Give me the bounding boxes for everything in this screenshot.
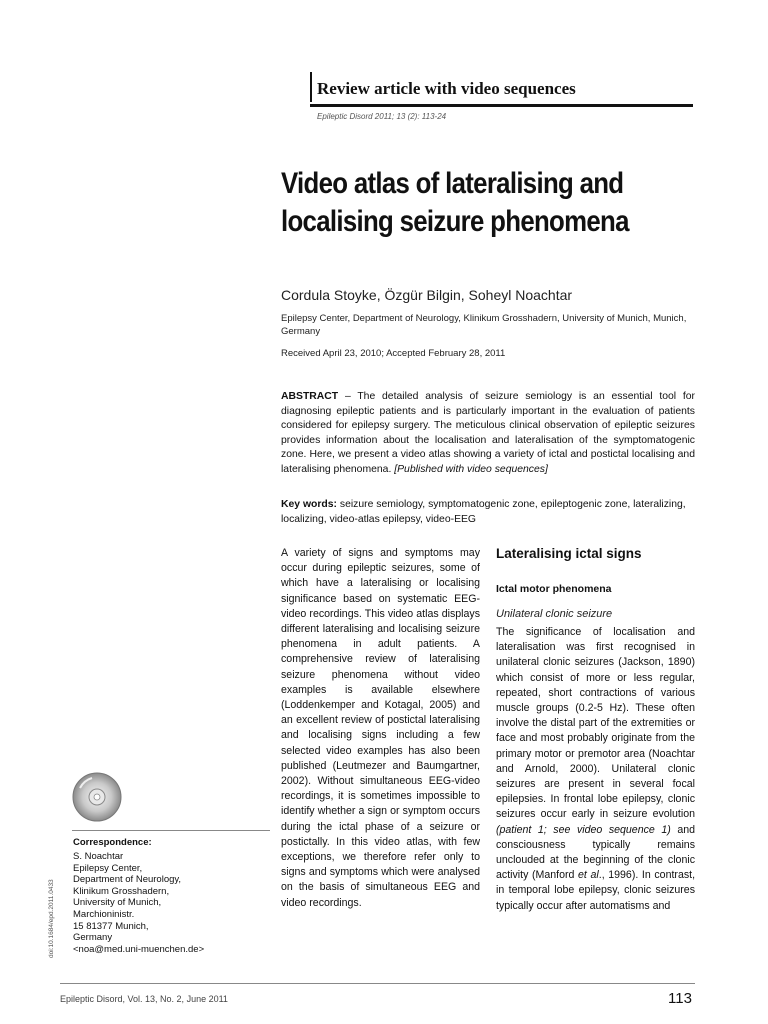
right-text-3: ., 1996). In contrast, in temporal lobe epilepsy, clonic seizures typically occur after automatisms and [496, 869, 696, 912]
footer-journal: Epileptic Disord, Vol. 13, No. 2, June 2011 [60, 994, 228, 1004]
abstract-text: – The detailed analysis of seizure semiology is an essential tool for diagnosing epileptic patients and is particularly important in the evaluation of patients considered for epilepsy surgery. The meticulous clinical observation of epileptic seizures provides information about the localisation and lateralisation of the symptomatogenic zone. Here, we present a video atlas showing a variety of ictal and postictal localising and lateralising phenomena. [281, 391, 695, 475]
keywords [281, 498, 695, 527]
right-text-2: and consciousness typically remains unclouded at the beginning of the clonic activity (Manford [496, 823, 696, 882]
doi: doi:10.1684/epd.2011.0433 [48, 879, 55, 958]
correspondence-address: S. Noachtar Epilepsy Center, Department of Neurology, Klinikum Grosshadern, University of Munich, Marchioninistr. 15 81377 Munich, Germany <noa@med.uni-muenchen.de> [73, 851, 205, 955]
body-left-column: A variety of signs and symptoms may occur during epileptic seizures, some of which have a lateralising or localising significance based on systematic EEG-video recordings. This video atlas displays different lateralising and localising seizure phenomena in adult patients. A comprehensive review of lateralising seizure phenomena without video examples is available elsewhere (Loddenkemper and Kotagal, 2005) and an excellent review of postictal lateralising and localising signs including a few selected video examples has also been published (Leutmezer and Baumgartner, 2002). Without simultaneous EEG-video recordings, it is sometimes impossible to identify whether a sign or symptom occurs during the ictal phase of a seizure or postictally. In this video atlas, with few exceptions, we therefore refer only to signs and symptoms which were analysed on the basis of simultaneous EEG and video recordings. [281, 547, 480, 909]
section-label: Review article with video sequences [317, 79, 576, 98]
video-reference[interactable]: (patient 1; see video sequence 1) [496, 823, 671, 836]
abstract [281, 390, 695, 478]
cd-icon [70, 770, 130, 830]
et-al: et al [578, 869, 599, 882]
right-text-1: The significance of localisation and lateralisation was first recognised in unilateral clonic seizures (Jackson, 1890) which consist of more or less regular, repeated, short contractions of various muscle groups (0.2-5 Hz). These often involve the distal part of the extremities or face and most probably originate from the primary motor or premotor area (Noachtar and Arnold, 2000). Unilateral clonic seizures are present in several focal epilepsies. In frontal lobe epilepsy, clonic seizures occur early in seizure evolution [496, 626, 695, 821]
header-rule [310, 104, 693, 107]
authors: Cordula Stoyke, Özgür Bilgin, Soheyl Noachtar [281, 287, 573, 303]
affiliation: Epilepsy Center, Department of Neurology, Klinikum Grosshadern, University of Munich, Munich, Germany [281, 313, 687, 337]
correspondence-rule [72, 830, 270, 831]
keywords-text: seizure semiology, symptomatogenic zone, epileptogenic zone, lateralizing, localizing, video-atlas epilepsy, video-EEG [281, 499, 686, 525]
header-divider [310, 72, 312, 102]
abstract-label: ABSTRACT [281, 391, 339, 402]
abstract-note: [Published with video sequences] [394, 463, 548, 475]
cd-icon-graphic [70, 770, 130, 830]
body-right-column [496, 625, 695, 914]
section-heading: Lateralising ictal signs [496, 546, 642, 561]
keywords-label: Key words: [281, 499, 338, 510]
page-number: 113 [668, 990, 692, 1007]
correspondence-heading: Correspondence: [73, 837, 152, 848]
subsubsection-heading: Unilateral clonic seizure [496, 608, 613, 620]
subsection-heading: Ictal motor phenomena [496, 583, 612, 595]
footer-rule [60, 983, 695, 984]
received-dates: Received April 23, 2010; Accepted February 28, 2011 [281, 348, 506, 359]
citation: Epileptic Disord 2011; 13 (2): 113-24 [317, 112, 447, 121]
article-title: Video atlas of lateralising and localising seizure phenomena [281, 167, 629, 238]
